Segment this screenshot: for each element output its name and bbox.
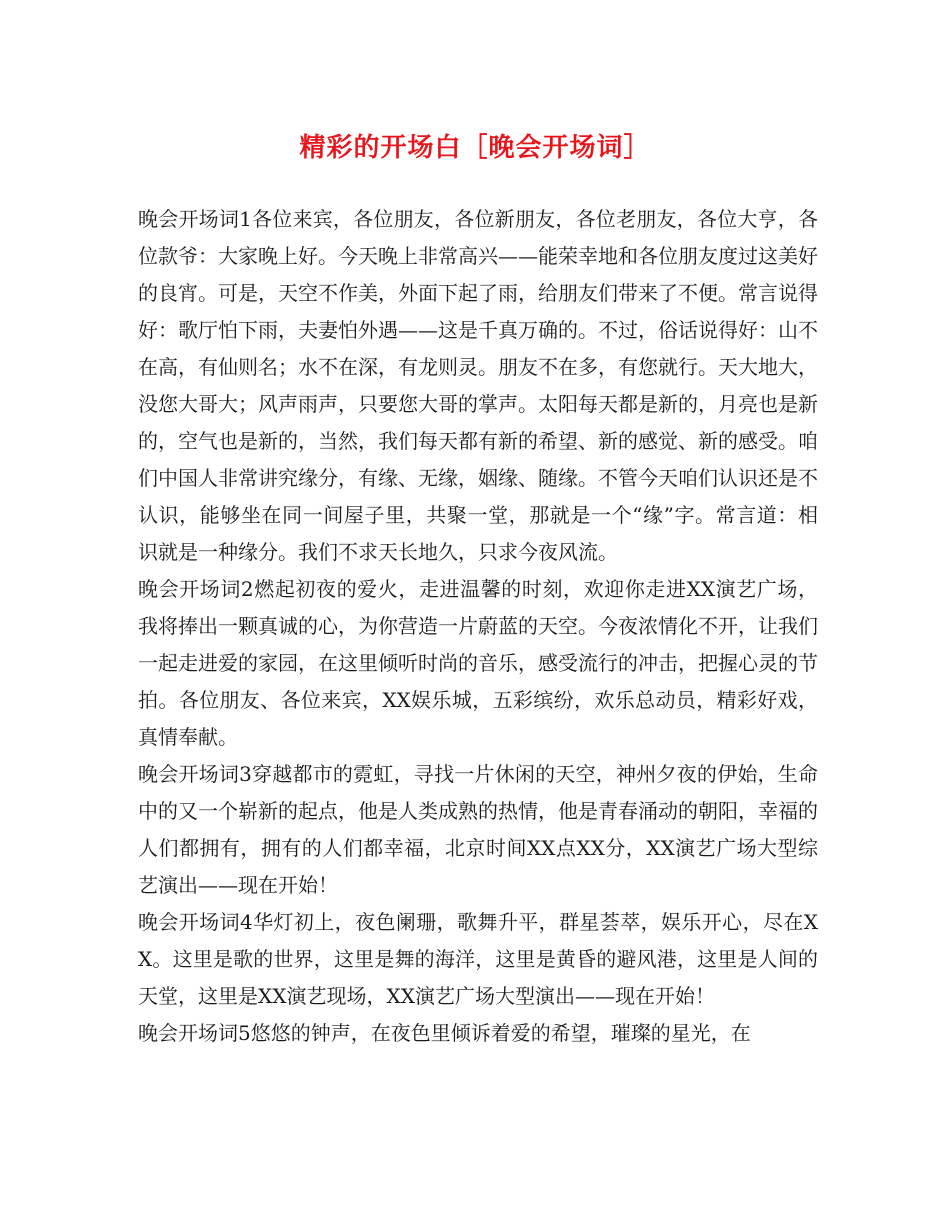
paragraph-2: 晚会开场词2燃起初夜的爱火，走进温馨的时刻，欢迎你走进XX演艺广场，我将捧出一颗真诚的心，为你营造一片蔚蓝的天空。今夜浓情化不开，让我们一起走进爱的家园，在这里倾听时尚的音乐，感受流行的冲击，把握心灵的节拍。各位朋友、各位来宾，XX娱乐城，五彩缤纷，欢乐总动员，精彩好戏，真情奉献。 xyxy=(138,577,818,749)
paragraph-3: 晚会开场词3穿越都市的霓虹，寻找一片休闲的天空，神州夕夜的伊始，生命中的又一个崭新的起点，他是人类成熟的热情，他是青春涌动的朝阳，幸福的人们都拥有，拥有的人们都幸福，北京时间XX点XX分，XX演艺广场大型综艺演出——现在开始！ xyxy=(138,762,818,897)
paragraph-1: 晚会开场词1各位来宾，各位朋友，各位新朋友，各位老朋友，各位大亨，各位款爷：大家晚上好。今天晚上非常高兴——能荣幸地和各位朋友度过这美好的良宵。可是，天空不作美，外面下起了雨，给朋友们带来了不便。常言说得好：歌厅怕下雨，夫妻怕外遇——这是千真万确的。不过，俗话说得好：山不在高，有仙则名；水不在深，有龙则灵。朋友不在多，有您就行。天大地大，没您大哥大；风声雨声，只要您大哥的掌声。太阳每天都是新的，月亮也是新的，空气也是新的，当然，我们每天都有新的希望、新的感觉、新的感受。咱们中国人非常讲究缘分，有缘、无缘，姻缘、随缘。不管今天咱们认识还是不认识，能够坐在同一间屋子里，共聚一堂，那就是一个“缘”字。常言道：相识就是一种缘分。我们不求天长地久，只求今夜风流。 xyxy=(138,207,818,564)
document-body xyxy=(138,201,818,1052)
paragraph-4: 晚会开场词4华灯初上，夜色阑珊，歌舞升平，群星荟萃，娱乐开心，尽在XX。这里是歌的世界，这里是舞的海洋，这里是黄昏的避风港，这里是人间的天堂，这里是XX演艺现场，XX演艺广场大型演出——现在开始！ xyxy=(138,910,818,1008)
paragraph-5: 晚会开场词5悠悠的钟声，在夜色里倾诉着爱的希望，璀璨的星光，在 xyxy=(138,1021,751,1045)
document-title: 精彩的开场白［晚会开场词］ xyxy=(299,133,651,163)
